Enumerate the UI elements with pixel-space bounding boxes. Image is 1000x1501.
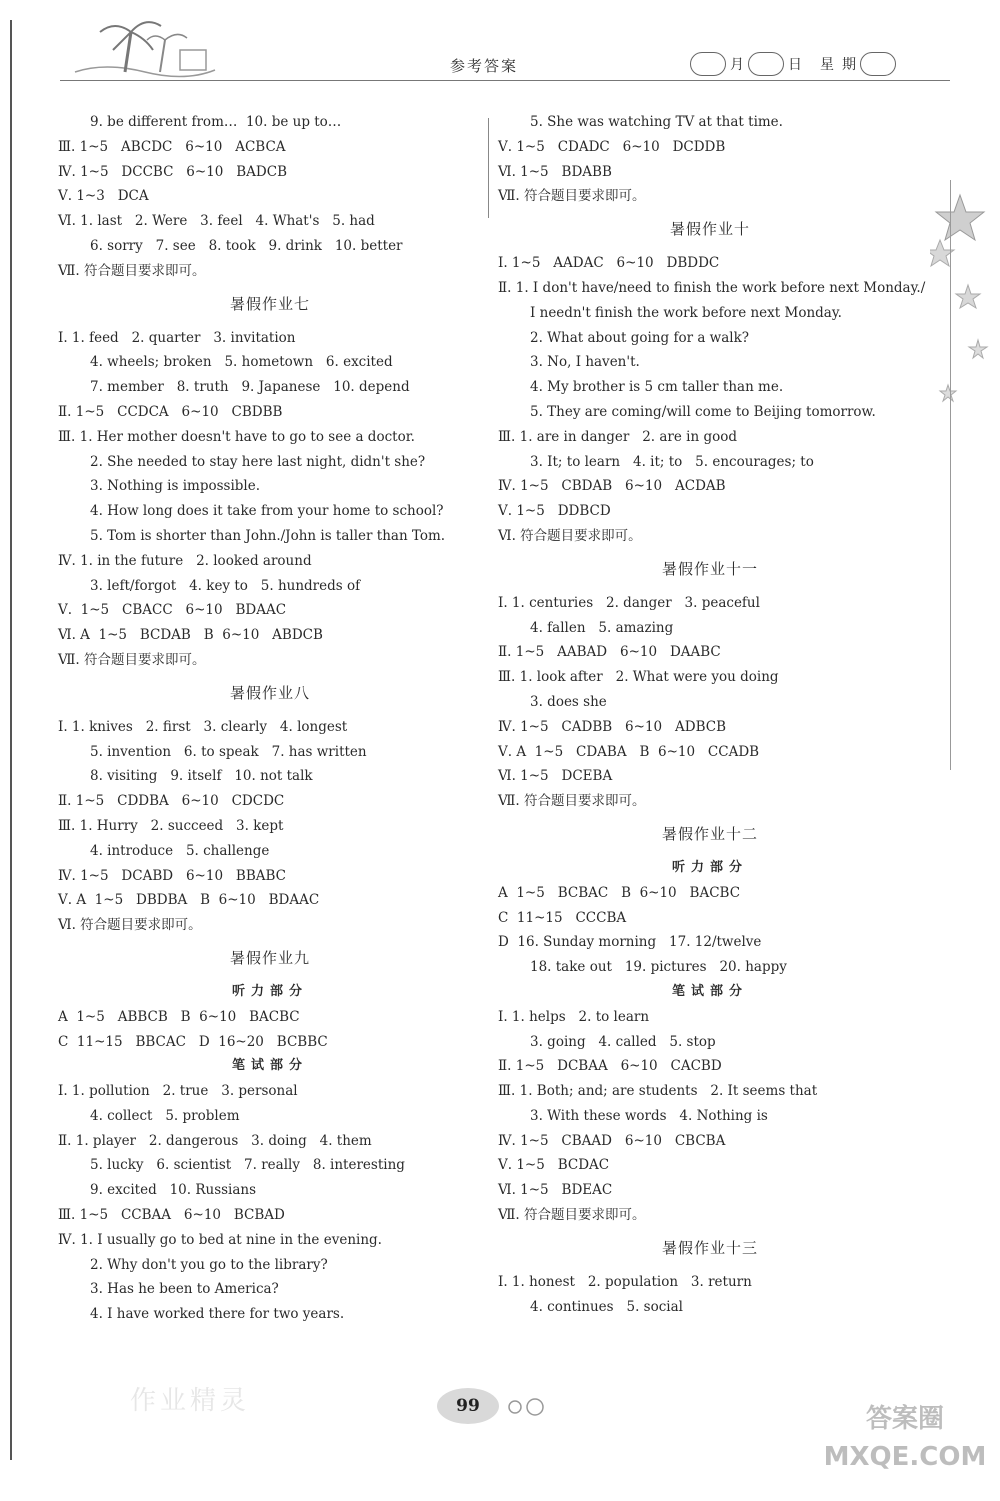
circle-decoration-icon [505, 1398, 555, 1416]
answer-line: Ⅴ. 1~5 CDADC 6~10 DCDDB [498, 138, 726, 155]
section-title: 暑假作业八 [229, 683, 310, 702]
answer-line: 3. With these words 4. Nothing is [530, 1107, 768, 1124]
answer-line: 3. left/forgot 4. key to 5. hundreds of [90, 577, 361, 594]
answer-line: Ⅶ. 符合题目要求即可。 [498, 1207, 646, 1224]
answer-line: Ⅴ. A 1~5 DBDBA B 6~10 BDAAC [58, 892, 320, 909]
answer-line: 4. fallen 5. amazing [530, 619, 674, 636]
right-decoration-line [950, 180, 951, 770]
answer-line: Ⅱ. 1~5 AABAD 6~10 DAABC [498, 644, 721, 661]
answer-line: 4. continues 5. social [530, 1298, 683, 1315]
answer-line: 4. My brother is 5 cm taller than me. [530, 379, 784, 396]
answer-line: Ⅰ. 1. centuries 2. danger 3. peaceful [498, 594, 760, 611]
answer-line: Ⅱ. 1~5 CCDCA 6~10 CBDBB [58, 403, 283, 420]
answer-line: I needn't finish the work before next Monday. [530, 304, 842, 321]
subsection-title: 听力部分 [231, 983, 308, 999]
answer-line: Ⅰ. 1. helps 2. to learn [498, 1008, 650, 1025]
answer-line: Ⅵ. A 1~5 BCDAB B 6~10 ABDCB [58, 627, 323, 644]
answer-line: Ⅴ. 1~5 DDBCD [498, 503, 611, 520]
section-title: 暑假作业十 [669, 220, 750, 239]
answer-line: Ⅲ. 1~5 ABCDC 6~10 ACBCA [58, 138, 286, 155]
answer-line: D 16. Sunday morning 17. 12/twelve [498, 934, 762, 951]
subsection-title: 笔试部分 [671, 983, 748, 999]
answer-line: Ⅵ. 1~5 BDEAC [498, 1182, 613, 1199]
answer-line: 9. be different from… 10. be up to… [90, 114, 342, 130]
section-title: 暑假作业十一 [661, 559, 758, 578]
answer-line: 2. She needed to stay here last night, didn't she? [90, 453, 426, 470]
answer-line: 5. invention 6. to speak 7. has written [90, 743, 367, 760]
answer-line: Ⅴ. 1~5 CBACC 6~10 BDAAC [58, 602, 287, 619]
answer-line: Ⅱ. 1~5 CDDBA 6~10 CDCDC [58, 793, 285, 810]
answer-line: 3. Has he been to America? [90, 1281, 279, 1298]
subsection-title: 笔试部分 [231, 1058, 308, 1074]
answer-line: 18. take out 19. pictures 20. happy [530, 959, 787, 976]
answer-line: Ⅲ. 1. Hurry 2. succeed 3. kept [58, 817, 284, 834]
answer-line: Ⅵ. 1. last 2. Were 3. feel 4. What's 5. had [58, 213, 375, 230]
answer-line: Ⅴ. 1~5 BCDAC [498, 1157, 610, 1174]
answer-line: Ⅶ. 符合题目要求即可。 [58, 262, 206, 279]
page-header [0, 0, 1000, 95]
answer-line: 8. visiting 9. itself 10. not talk [90, 768, 313, 785]
week-label-2: 期 [842, 57, 856, 73]
site-watermark-text: 答案圈 MXQE.COM [823, 1404, 987, 1472]
answer-line: Ⅲ. 1. are in danger 2. are in good [498, 428, 737, 445]
answer-line: 3. No, I haven't. [530, 354, 640, 371]
header-title: 参考答案 [450, 57, 519, 75]
week-label-1: 星 [820, 57, 834, 73]
answer-line: 3. It; to learn 4. it; to 5. encourages; to [530, 453, 814, 470]
answer-line: 5. She was watching TV at that time. [530, 114, 783, 130]
answer-line: Ⅳ. 1~5 CBAAD 6~10 CBCBA [498, 1132, 726, 1149]
answer-line: 6. sorry 7. see 8. took 9. drink 10. better [90, 237, 403, 254]
answer-column-left [50, 110, 490, 1327]
answer-line: 9. excited 10. Russians [90, 1182, 257, 1199]
weekday-box [860, 52, 896, 76]
month-box [690, 52, 726, 76]
answer-line: 4. introduce 5. challenge [90, 842, 270, 859]
bottom-watermark: 作业精灵 [130, 1386, 251, 1416]
section-title: 暑假作业十三 [661, 1238, 758, 1257]
answer-line: 2. Why don't you go to the library? [90, 1256, 328, 1273]
palm-tree-decoration-icon [65, 10, 225, 80]
day-box [748, 52, 784, 76]
answer-line: Ⅱ. 1. player 2. dangerous 3. doing 4. them [58, 1132, 372, 1149]
answer-line: 3. going 4. called 5. stop [530, 1033, 716, 1050]
answer-line: Ⅰ. 1. knives 2. first 3. clearly 4. longest [58, 718, 348, 735]
section-title: 暑假作业九 [229, 948, 310, 967]
answer-line: Ⅲ. 1. Her mother doesn't have to go to see a doctor. [58, 428, 415, 445]
site-watermark [820, 1400, 990, 1495]
answer-line: 4. How long does it take from your home to school? [90, 503, 444, 520]
answer-line: Ⅲ. 1~5 CCBAA 6~10 BCBAD [58, 1207, 285, 1224]
answer-line: Ⅴ. 1~3 DCA [58, 188, 149, 205]
answer-line: A 1~5 BCBAC B 6~10 BACBC [498, 884, 741, 901]
answer-line: Ⅰ. 1~5 AADAC 6~10 DBDDC [498, 255, 720, 272]
answer-line: 3. Nothing is impossible. [90, 478, 261, 495]
star-decoration-icon [930, 190, 990, 450]
answer-line: 5. They are coming/will come to Beijing tomorrow. [530, 403, 876, 420]
answer-line: Ⅳ. 1~5 DCABD 6~10 BBABC [58, 867, 286, 884]
header-rule [60, 80, 950, 81]
month-label: 月 [730, 57, 744, 73]
answer-line: Ⅵ. 符合题目要求即可。 [58, 917, 202, 934]
page-number: 99 [437, 1388, 499, 1424]
answer-line: Ⅰ. 1. pollution 2. true 3. personal [58, 1083, 298, 1100]
section-title: 暑假作业七 [229, 294, 310, 313]
answer-line: 2. What about going for a walk? [530, 329, 749, 346]
answer-line: Ⅲ. 1. Both; and; are students 2. It seems that [498, 1083, 818, 1100]
date-boxes [690, 52, 896, 76]
answer-line: C 11~15 CCCBA [498, 909, 627, 926]
answer-line: Ⅳ. 1. I usually go to bed at nine in the evening. [58, 1231, 382, 1248]
answer-line: 7. member 8. truth 9. Japanese 10. depend [90, 379, 410, 396]
answer-line: Ⅶ. 符合题目要求即可。 [58, 651, 206, 668]
answer-line: Ⅰ. 1. honest 2. population 3. return [498, 1273, 752, 1290]
answer-line: 4. I have worked there for two years. [90, 1306, 345, 1323]
subsection-title: 听力部分 [671, 859, 748, 875]
answer-line: C 11~15 BBCAC D 16~20 BCBBC [58, 1033, 328, 1050]
answer-line: Ⅰ. 1. feed 2. quarter 3. invitation [58, 329, 296, 346]
section-title: 暑假作业十二 [661, 824, 758, 843]
answer-line: 5. lucky 6. scientist 7. really 8. interesting [90, 1157, 405, 1174]
answer-line: Ⅳ. 1. in the future 2. looked around [58, 552, 312, 569]
answer-line: 3. does she [530, 693, 607, 710]
answer-line: Ⅳ. 1~5 CBDAB 6~10 ACDAB [498, 478, 726, 495]
answer-line: 4. collect 5. problem [90, 1107, 240, 1124]
answer-line: 5. Tom is shorter than John./John is taller than Tom. [90, 527, 446, 544]
answer-line: Ⅵ. 符合题目要求即可。 [498, 527, 642, 544]
answer-line: Ⅳ. 1~5 CADBB 6~10 ADBCB [498, 718, 726, 735]
answer-line: Ⅵ. 1~5 DCEBA [498, 768, 613, 785]
answer-line: Ⅱ. 1. I don't have/need to finish the work before next Monday./ [498, 279, 926, 296]
answer-line: 4. wheels; broken 5. hometown 6. excited [90, 354, 393, 371]
answer-line: Ⅴ. A 1~5 CDABA B 6~10 CCADB [498, 743, 760, 760]
answer-line: Ⅲ. 1. look after 2. What were you doing [498, 669, 779, 686]
answer-line: Ⅳ. 1~5 DCCBC 6~10 BADCB [58, 163, 287, 180]
answer-line: A 1~5 ABBCB B 6~10 BACBC [58, 1008, 300, 1025]
answer-line: Ⅶ. 符合题目要求即可。 [498, 793, 646, 810]
answer-line: Ⅵ. 1~5 BDABB [498, 163, 612, 180]
left-margin-rule [10, 20, 12, 1460]
day-label: 日 [788, 57, 802, 73]
answer-line: Ⅶ. 符合题目要求即可。 [498, 188, 646, 205]
answer-column-right [490, 110, 930, 1319]
answer-line: Ⅱ. 1~5 DCBAA 6~10 CACBD [498, 1058, 722, 1075]
